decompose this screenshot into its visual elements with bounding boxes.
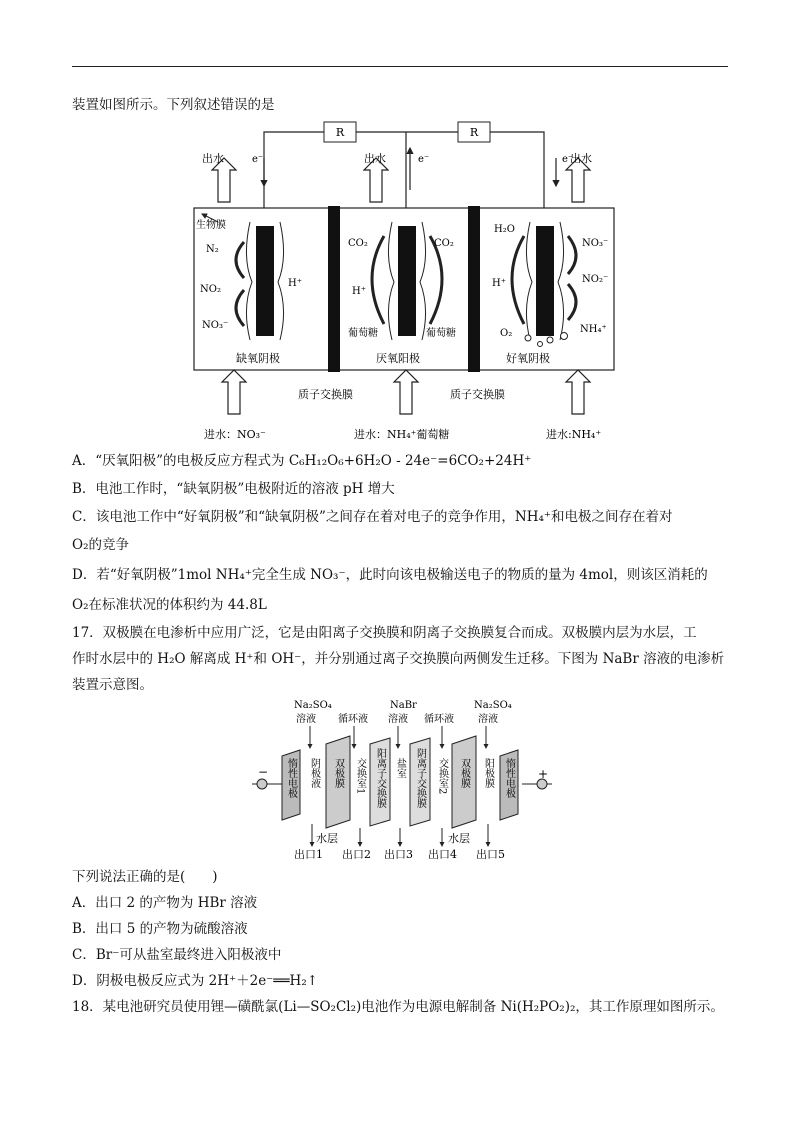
- no2-right: NO₂⁻: [582, 274, 609, 285]
- top-na2so4-left: Na₂SO₄: [294, 700, 332, 711]
- option-17-C: C．Br⁻可从盐室最终进入阳极液中: [72, 947, 282, 963]
- resistor-2-label: R: [469, 126, 479, 139]
- electron-right: e⁻: [562, 154, 574, 165]
- inlet-arrow-mid: [394, 370, 418, 414]
- top-circ-left: 循环液: [338, 714, 368, 725]
- glucose-right: 葡萄糖: [426, 328, 456, 339]
- outlet-1: 出口1: [294, 848, 323, 861]
- inlet-label-left: 进水：NO₃⁻: [204, 428, 266, 441]
- inlet-label-right: 进水:NH₄⁺: [546, 428, 602, 441]
- top-na2so4-right: Na₂SO₄: [474, 700, 512, 711]
- proton-membrane-1: [328, 206, 340, 372]
- outlet-label-mid: 出水: [364, 152, 386, 165]
- option-17-B: B．出口 5 的产物为硫酸溶液: [72, 921, 248, 937]
- water-layer-right: 水层: [448, 832, 470, 845]
- top-nabr: NaBr: [390, 700, 417, 711]
- option-17-A: A．出口 2 的产物为 HBr 溶液: [72, 895, 258, 911]
- minus-sign: −: [258, 765, 269, 779]
- n2-label: N₂: [206, 244, 219, 255]
- outlet-label-left: 出水: [202, 152, 224, 165]
- option-17-D: D．阴极电极反应式为 2H⁺＋2e⁻══H₂↑: [72, 973, 319, 989]
- no3-right: NO₃⁻: [582, 238, 609, 249]
- option-16-C-line1: C．该电池工作中“好氧阴极”和“缺氧阴极”之间存在着对电子的竞争作用，NH₄⁺和电极之间存在着对: [72, 509, 673, 525]
- q17-line3: 装置示意图。: [72, 677, 153, 693]
- hplus-right: H⁺: [492, 278, 506, 289]
- nh4-label: NH₄⁺: [580, 324, 607, 335]
- o2-label: O₂: [500, 328, 513, 339]
- header-rule: [72, 66, 728, 67]
- electrodialysis-diagram: [252, 696, 552, 862]
- question-intro: 装置如图所示。下列叙述错误的是: [72, 97, 275, 113]
- q17-question: 下列说法正确的是( ): [72, 869, 218, 885]
- q17-line1: 17．双极膜在电渗析中应用广泛，它是由阳离子交换膜和阴离子交换膜复合而成。双极膜内层为水层，工: [72, 625, 697, 641]
- q18-line: 18．某电池研究员使用锂—磺酰氯(Li—SO₂Cl₂)电池作为电源电解制备 Ni(H₂PO₂)₂，其工作原理如图所示。: [72, 999, 724, 1015]
- no3-label: NO₃⁻: [202, 320, 229, 331]
- top-solution-right: 溶液: [478, 714, 498, 725]
- membrane-label-2: 质子交换膜: [450, 388, 505, 401]
- exchange-room-1: 交换室1: [354, 758, 366, 795]
- q17-line2: 作时水层中的 H₂O 解离成 H⁺和 OH⁻，并分别通过离子交换膜向两侧发生迁移。下图为 NaBr 溶液的电渗析: [72, 651, 725, 667]
- inert-electrode-left: 惰性电极: [285, 758, 297, 798]
- co2-right: CO₂: [434, 238, 454, 249]
- bipolar-right-label: 双极膜: [458, 758, 470, 788]
- electron-mid: e⁻: [418, 154, 430, 165]
- water-layer-left: 水层: [316, 832, 338, 845]
- outlet-2: 出口2: [342, 848, 371, 861]
- membrane-label-1: 质子交换膜: [298, 388, 353, 401]
- option-16-B: B．电池工作时，“缺氧阴极”电极附近的溶液 pH 增大: [72, 481, 395, 497]
- co2-left: CO₂: [348, 238, 368, 249]
- salt-room: 盐室: [394, 758, 406, 778]
- top-solution-mid: 溶液: [388, 714, 408, 725]
- bipolar-left-label: 双极膜: [332, 758, 344, 788]
- inert-electrode-right: 惰性电极: [503, 758, 515, 798]
- top-solution-left: 溶液: [296, 714, 316, 725]
- hplus-mid: H⁺: [352, 286, 366, 297]
- label-aerobic-cathode: 好氧阴极: [506, 352, 550, 365]
- fuel-cell-diagram: [188, 118, 620, 448]
- option-16-D-line1: D．若“好氧阴极”1mol NH₄⁺完全生成 NO₃⁻，此时向该电极输送电子的物质的量为 4mol，则该区消耗的: [72, 567, 708, 583]
- cation-membrane-label: 阳离子交换膜: [374, 748, 386, 808]
- outlet-5: 出口5: [476, 848, 505, 861]
- hplus-left: H⁺: [288, 278, 302, 289]
- aerobic-cathode: [536, 226, 554, 336]
- cathode-liquid: 阴极液: [308, 758, 320, 788]
- anoxic-cathode: [256, 226, 274, 336]
- proton-membrane-2: [468, 206, 480, 372]
- anion-membrane-label: 阴离子交换膜: [414, 748, 426, 808]
- option-16-D-line2: O₂在标准状况的体积约为 44.8L: [72, 597, 267, 613]
- inlet-arrow-left: [222, 370, 246, 414]
- no2-label: NO₂: [200, 284, 221, 295]
- option-16-C-line2: O₂的竞争: [72, 537, 129, 553]
- resistor-1-label: R: [335, 126, 345, 139]
- anaerobic-anode: [398, 226, 416, 336]
- top-circ-right: 循环液: [424, 714, 454, 725]
- exchange-room-2: 交换室2: [436, 758, 448, 795]
- inlet-arrow-right: [566, 370, 590, 414]
- biofilm-label: 生物膜: [196, 220, 226, 231]
- outlet-3: 出口3: [384, 848, 413, 861]
- h2o-label: H₂O: [494, 224, 515, 235]
- option-16-A: A．“厌氧阳极”的电极反应方程式为 C₆H₁₂O₆+6H₂O - 24e⁻=6CO₂+24H⁺: [72, 453, 532, 469]
- label-anoxic-cathode: 缺氧阴极: [236, 352, 280, 365]
- plus-sign: +: [538, 767, 549, 781]
- outlet-4: 出口4: [428, 848, 457, 861]
- electron-left: e⁻: [252, 154, 264, 165]
- glucose-left: 葡萄糖: [348, 328, 378, 339]
- label-anaerobic-anode: 厌氧阳极: [376, 352, 420, 365]
- inlet-label-mid: 进水：NH₄⁺葡萄糖: [354, 428, 450, 441]
- outlet-label-right: 出水: [570, 152, 592, 165]
- anode-liquid: 阳极膜: [482, 758, 494, 788]
